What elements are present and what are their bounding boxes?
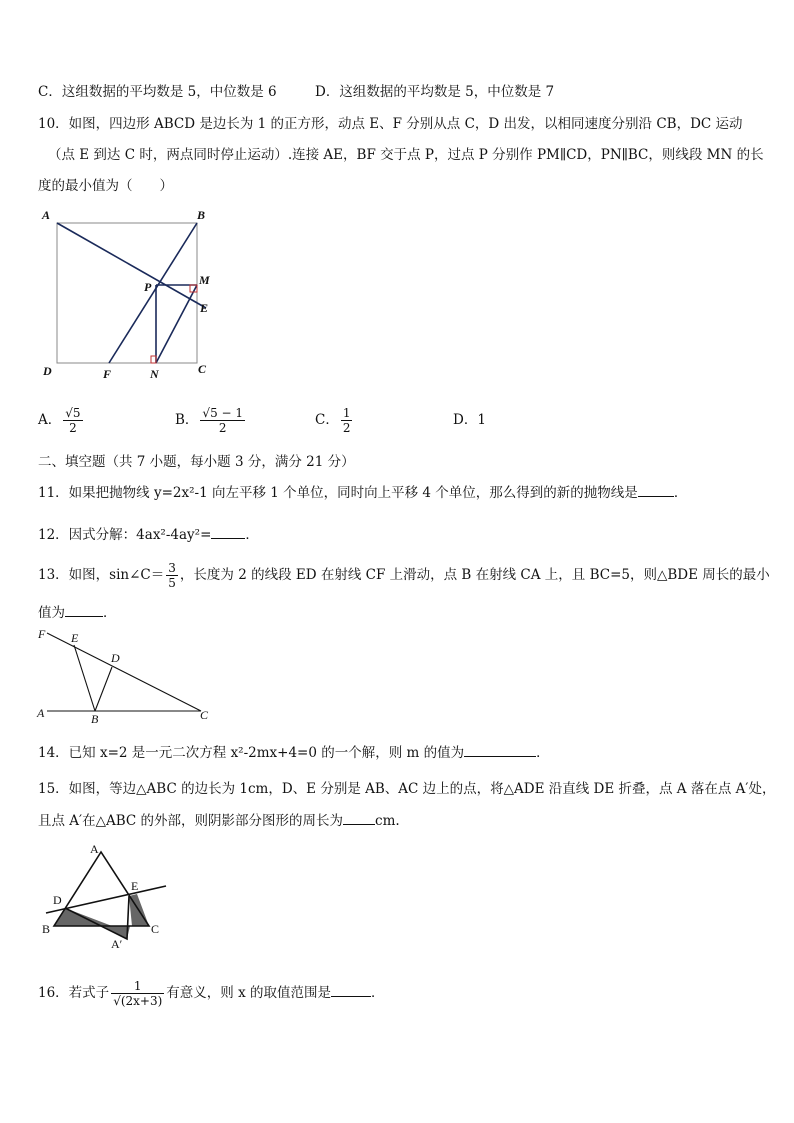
q12-end: ． [245,527,259,543]
q15-line2-text: 且点 A′在△ABC 的外部，则阴影部分图形的周长为 [38,813,344,829]
q10-option-b [175,402,247,438]
q15-fold-figure [36,840,176,955]
option-a-denominator: 2 [69,421,77,435]
label-c: C [151,922,160,936]
label-d: D [111,651,120,665]
label-d: D [53,893,62,907]
option-c-denominator: 2 [342,421,351,435]
label-e: E [71,631,79,645]
q16 [38,974,385,1012]
label-b: B [42,922,51,936]
q12-text: 12．因式分解：4ax²-4ay²= [38,527,212,543]
label-a: A [90,842,99,856]
q16-end: ． [371,985,385,1001]
segment-bf [109,223,197,363]
label-p: P [144,280,152,294]
option-a-numerator: √5 [65,406,81,420]
q11-text: 11．如果把抛物线 y=2x²-1 向左平移 1 个单位，同时向上平移 4 个单位，那么得到的新的抛物线是 [38,485,638,501]
q13-triangle-figure [33,625,223,725]
q14 [38,742,550,763]
q14-end: ． [536,745,550,761]
q13-line2 [38,602,117,623]
q16-answer-blank[interactable] [331,982,371,997]
q10-text-line3: 度的最小值为（ ） [38,178,173,194]
option-b-prefix: B． [175,412,199,428]
label-a: A [42,208,51,222]
label-e: E [200,301,209,315]
q9-option-c: C．这组数据的平均数是 5，中位数是 6 [38,84,277,100]
fold-line-de [46,886,166,913]
label-a-prime: A′ [111,937,123,951]
q10-option-a [38,402,85,438]
label-n: N [150,367,159,381]
q10-square-figure [38,205,228,385]
q12 [38,524,259,545]
option-a-prefix: A． [38,412,62,428]
q9-option-d: D．这组数据的平均数是 5，中位数是 7 [315,84,555,100]
option-c-prefix: C． [315,412,339,428]
q13-end: ． [103,605,117,621]
q16-prefix: 16．若式子 [38,985,110,1001]
segment-mn [156,285,197,363]
q11-answer-blank[interactable] [638,482,674,497]
label-b: B [91,712,99,725]
q10-text-line1: 10．如图，四边形 ABCD 是边长为 1 的正方形，动点 E、F 分别从点 C，D 出发，以相同速度分别沿 CB，DC 运动 [38,116,743,132]
option-b-denominator: 2 [218,421,227,435]
label-f: F [103,367,112,381]
q14-answer-blank[interactable] [464,742,536,757]
q13-answer-blank[interactable] [65,602,103,617]
q13-prefix: 13．如图，sin∠C＝ [38,567,165,583]
q10-text-line2: （点 E 到达 C 时，两点同时停止运动）.连接 AE，BF 交于点 P，过点 P 分别作 PM∥CD，PN∥BC，则线段 MN 的长 [48,147,764,163]
q15-text-line1: 15．如图，等边△ABC 的边长为 1cm，D、E 分别是 AB、AC 边上的点，将△ADE 沿直线 DE 折叠，点 A 落在点 A′处， [38,781,776,797]
segment-eb [74,645,95,711]
label-c: C [200,708,209,722]
label-c: C [198,362,207,376]
q13-frac-denominator: 5 [168,576,176,590]
label-a: A [37,706,45,720]
label-e: E [131,879,139,893]
q16-frac-denominator: √(2x+3) [113,994,163,1008]
q15-line2 [38,810,400,831]
q11 [38,482,687,503]
section-title: 二、填空题（共 7 小题，每小题 3 分，满分 21 分） [38,454,355,470]
q10-option-c [315,402,354,438]
segment-bd [95,667,112,711]
option-b-numerator: √5 − 1 [202,406,244,420]
q13-line1 [38,557,770,593]
q15-answer-blank[interactable] [343,810,375,825]
q13-frac-numerator: 3 [168,561,176,575]
label-d: D [43,364,52,378]
q12-answer-blank[interactable] [211,524,245,539]
q10-option-d: D．1 [453,412,486,428]
q14-text: 14．已知 x=2 是一元二次方程 x²-2mx+4=0 的一个解，则 m 的值为 [38,745,465,761]
q13-line2-text: 值为 [38,605,65,621]
label-b: B [197,208,206,222]
q16-rest: 有意义，则 x 的取值范围是 [166,985,331,1001]
q13-rest: ，长度为 2 的线段 ED 在射线 CF 上滑动，点 B 在射线 CA 上，且 BC=5，则△BDE 周长的最小 [179,567,770,583]
q16-frac-numerator: 1 [111,979,164,994]
label-f: F [38,627,46,641]
option-c-numerator: 1 [342,406,351,420]
q15-unit: cm. [375,813,400,829]
segment-ae [57,223,206,308]
q11-end: ． [673,485,688,501]
label-m: M [199,273,210,287]
